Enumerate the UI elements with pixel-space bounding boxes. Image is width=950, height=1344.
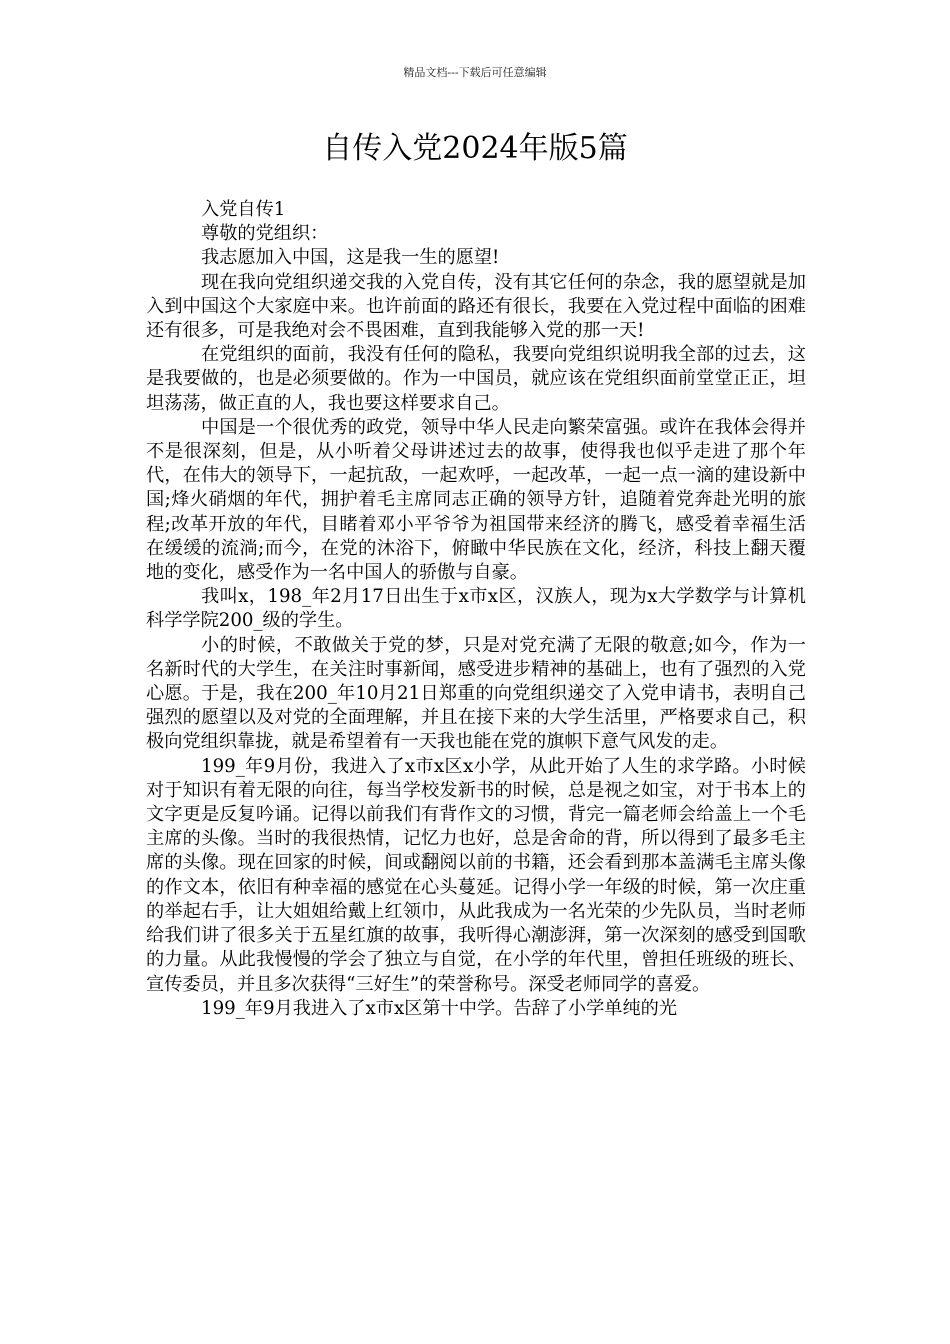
document-body <box>146 198 806 1021</box>
paragraph: 中国是一个很优秀的政党，领导中华人民走向繁荣富强。或许在我体会得并不是很深刻，但是，从小听着父母讲述过去的故事，使得我也似乎走进了那个年代，在伟大的领导下，一起抗敌，一起欢呼，一起改革，一起一点一滴的建设新中国;烽火硝烟的年代，拥护着毛主席同志正确的领导方针，追随着党奔赴光明的旅程;改革开放的年代，目睹着邓小平爷爷为祖国带来经济的腾飞，感受着幸福生活在缓缓的流淌;而今，在党的沐浴下，俯瞰中华民族在文化，经济，科技上翻天覆地的变化，感受作为一名中国人的骄傲与自豪。 <box>146 416 806 584</box>
paragraph: 在党组织的面前，我没有任何的隐私，我要向党组织说明我全部的过去，这是我要做的，也是必须要做的。作为一中国员，就应该在党组织面前堂堂正正，坦坦荡荡，做正直的人，我也要这样要求自己。 <box>146 344 806 414</box>
header-note: 精品文档---下载后可任意编辑 <box>403 66 547 79</box>
paragraph: 现在我向党组织递交我的入党自传，没有其它任何的杂念，我的愿望就是加入到中国这个大家庭中来。也许前面的路还有很长，我要在入党过程中面临的困难还有很多，可是我绝对会不畏困难，直到我能够入党的那一天! <box>146 271 806 342</box>
paragraph: 小的时候，不敢做关于党的梦，只是对党充满了无限的敬意;如今，作为一名新时代的大学生，在关注时事新闻，感受进步精神的基础上，也有了强烈的入党心愿。于是，我在200_年10月21日郑重的向党组织递交了入党申请书，表明自己强烈的愿望以及对党的全面理解，并且在接下来的大学生活里，严格要求自己，积极向党组织靠拢，就是希望着有一天我也能在党的旗帜下意气风发的走。 <box>146 634 806 753</box>
paragraph-salutation: 尊敬的党组织： <box>201 223 329 245</box>
document-title: 自传入党2024年版5篇 <box>322 131 628 166</box>
paragraph: 我叫x，198_年2月17日出生于x市x区，汉族人，现为x大学数学与计算机科学学院200_级的学生。 <box>146 586 806 632</box>
paragraph: 我志愿加入中国，这是我一生的愿望! <box>201 247 500 269</box>
paragraph: 199_年9月份，我进入了x市x区x小学，从此开始了人生的求学路。小时候对于知识有着无限的向往，每当学校发新书的时候，总是视之如宝，对于书本上的文字更是反复吟诵。记得以前我们有背作文的习惯，背完一篇老师会给盖上一个毛主席的头像。当时的我很热情，记忆力也好，总是舍命的背，所以得到了最多毛主席的头像。现在回家的时候，间或翻阅以前的书籍，还会看到那本盖满毛主席头像的作文本，依旧有种幸福的感觉在心头蔓延。记得小学一年级的时候，第一次庄重的举起右手，让大姐姐给戴上红领巾，从此我成为一名光荣的少先队员，当时老师给我们讲了很多关于五星红旗的故事，我听得心潮澎湃，第一次深刻的感受到国歌的力量。从此我慢慢的学会了独立与自觉，在小学的年代里，曾担任班级的班长、宣传委员，并且多次获得“三好生”的荣誉称号。深受老师同学的喜爱。 <box>146 755 806 995</box>
paragraph: 199_年9月我进入了x市x区第十中学。告辞了小学单纯的光 <box>201 997 678 1019</box>
paragraph-heading: 入党自传1 <box>201 199 286 220</box>
